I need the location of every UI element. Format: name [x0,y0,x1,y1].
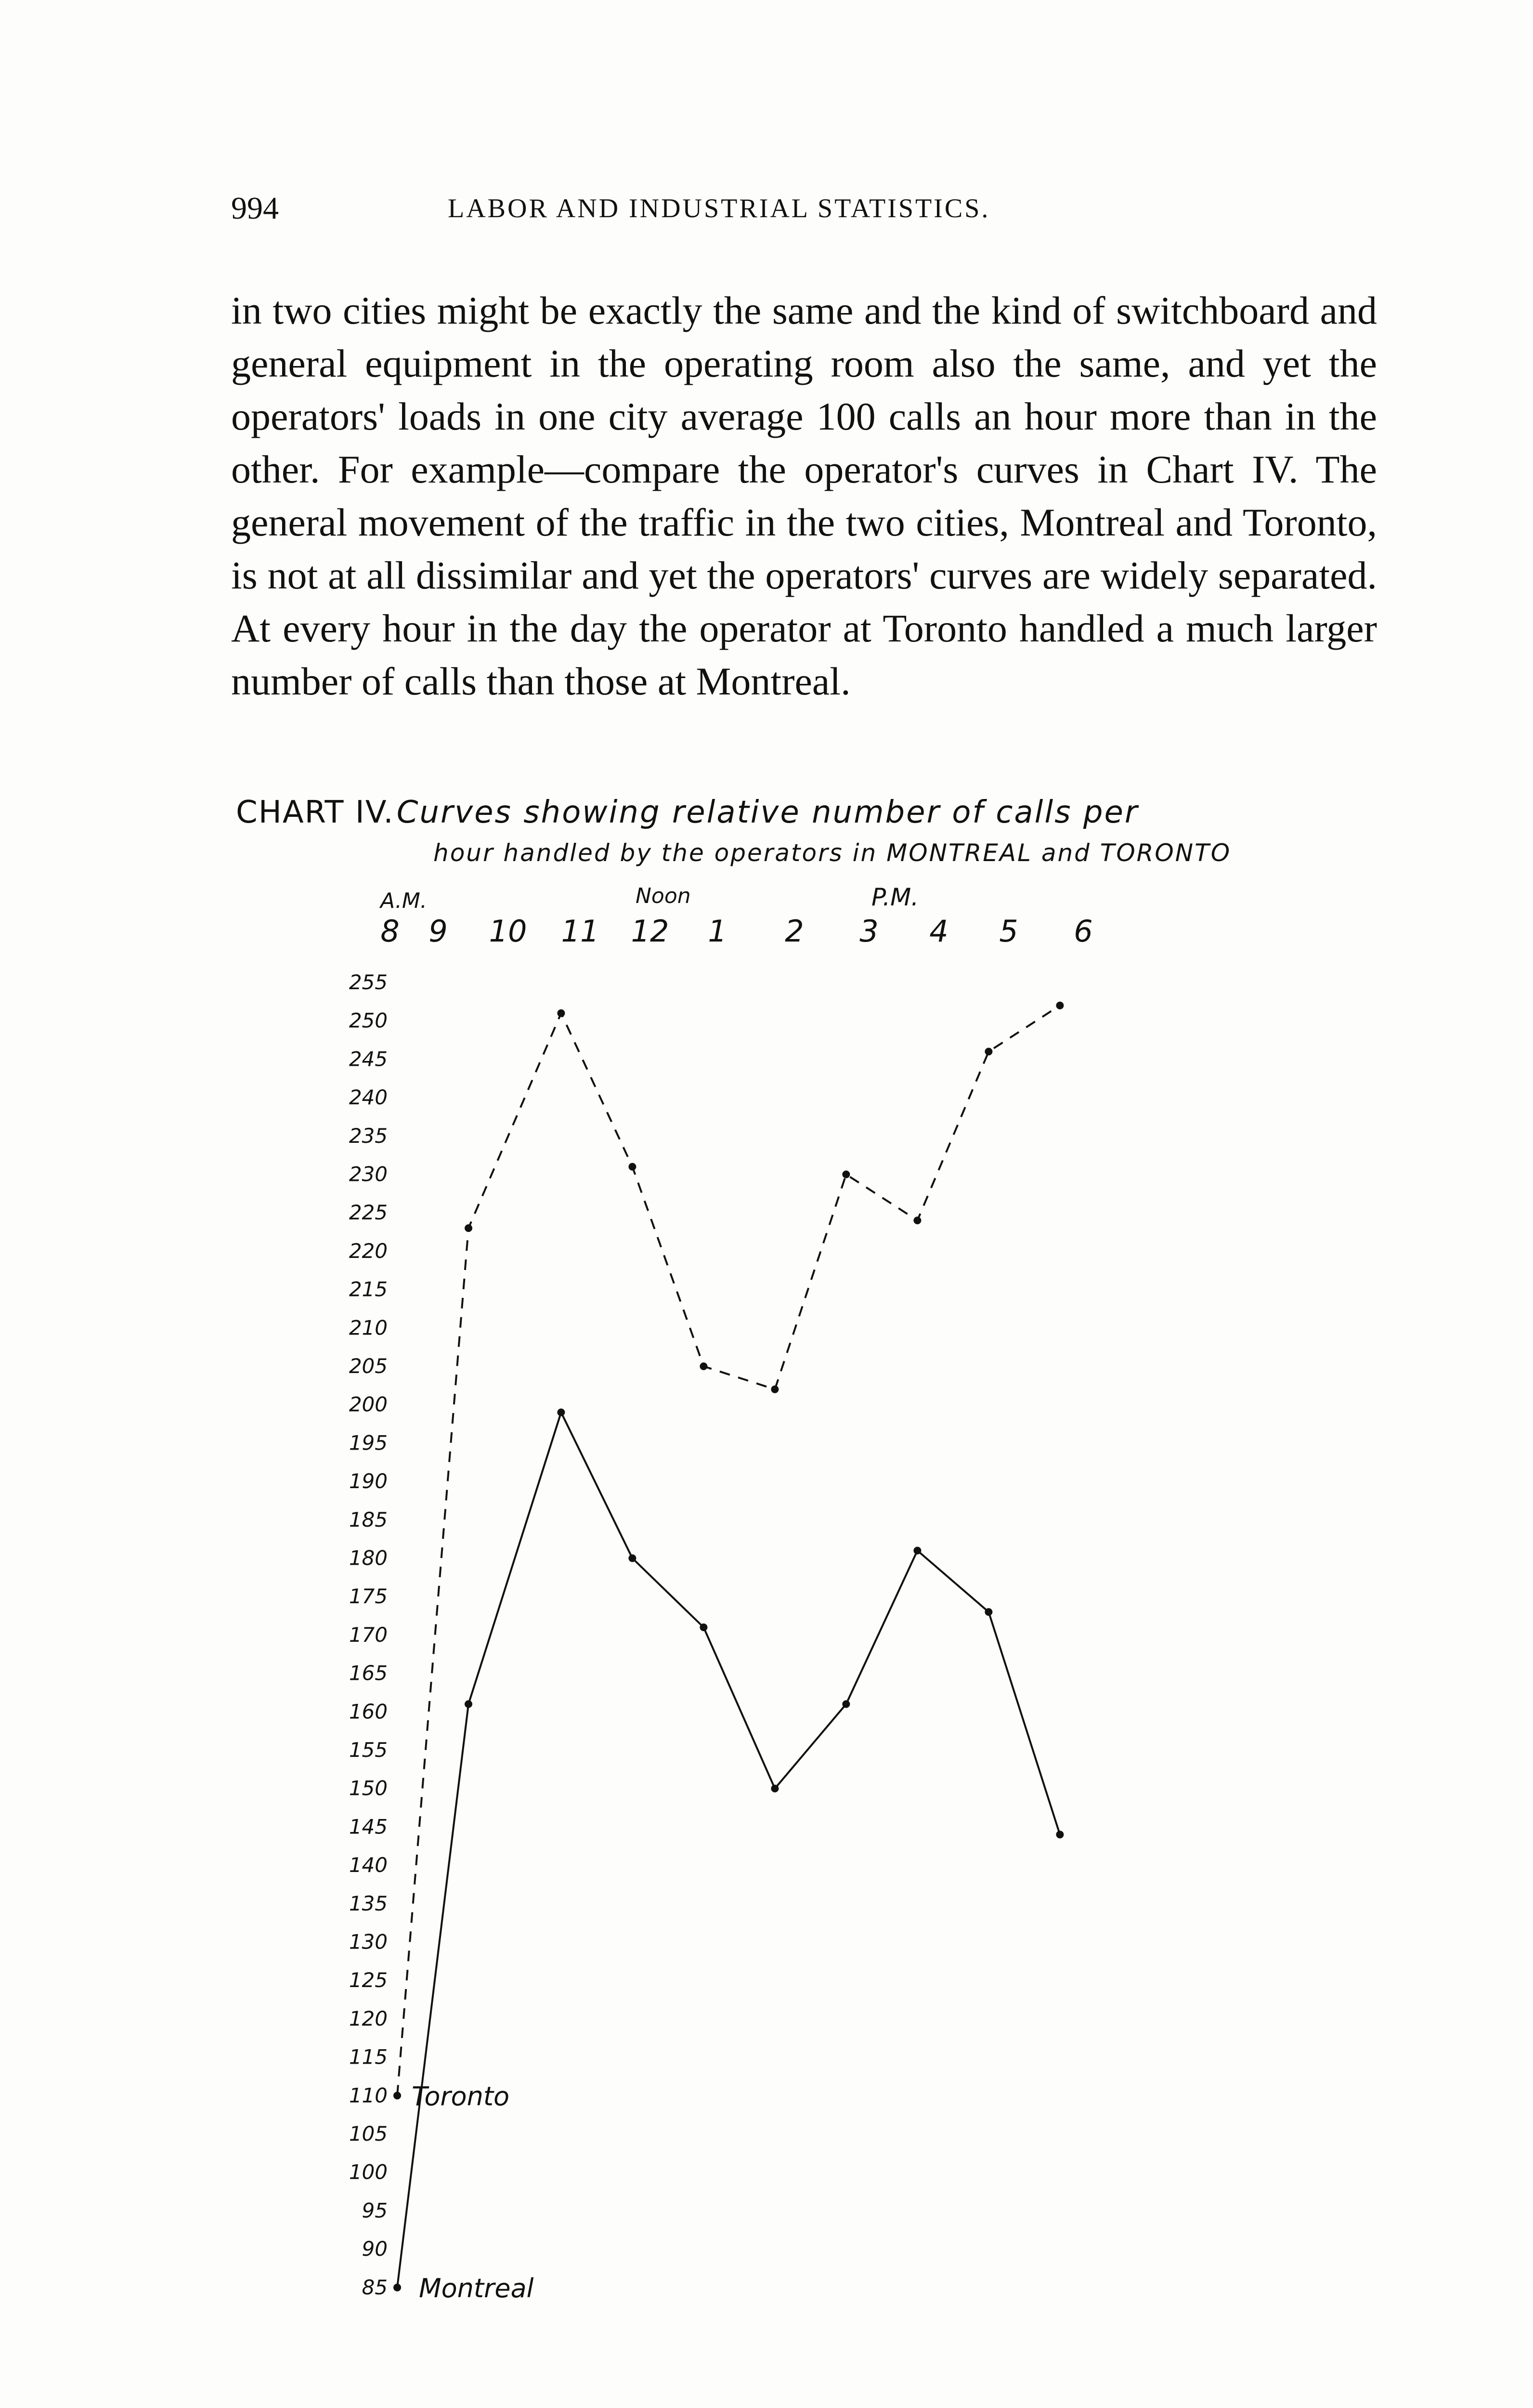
y-tick-label: 95 [362,2199,388,2223]
x-tick-label: 9 [429,914,448,949]
data-point-montreal [842,1700,850,1708]
y-tick-label: 250 [349,1008,388,1033]
x-tick-label: 5 [999,914,1018,949]
data-point-montreal [557,1409,565,1416]
y-tick-label: 145 [349,1815,388,1839]
y-tick-label: 205 [349,1354,388,1378]
data-point-montreal [628,1555,636,1562]
data-point-toronto [465,1224,472,1232]
y-tick-label: 230 [349,1162,388,1186]
y-tick-label: 200 [349,1392,388,1416]
series-line-toronto [397,1006,1060,2095]
y-tick-label: 195 [349,1431,388,1455]
y-tick-label: 245 [349,1047,388,1071]
y-tick-label: 240 [349,1086,388,1110]
data-point-montreal [771,1785,779,1793]
data-point-toronto [771,1386,779,1393]
running-head: LABOR AND INDUSTRIAL STATISTICS. [448,194,990,223]
y-tick-label: 140 [349,1853,388,1877]
y-tick-label: 180 [349,1546,388,1570]
period-label-pm: P.M. [871,883,919,911]
x-tick-label: 10 [489,914,527,949]
y-tick-label: 110 [349,2083,388,2107]
y-tick-label: 130 [349,1930,388,1954]
y-tick-label: 85 [362,2275,388,2299]
period-label-noon: Noon [636,884,691,908]
data-point-montreal [985,1608,992,1616]
x-tick-label: 3 [859,914,879,949]
y-tick-label: 185 [349,1507,388,1531]
y-tick-label: 125 [349,1968,388,1992]
series-label-toronto: Toronto [412,2081,510,2112]
data-point-toronto [628,1163,636,1171]
data-point-toronto [393,2092,401,2099]
y-tick-label: 150 [349,1776,388,1800]
chart-caption-line-2: hour handled by the operators in MONTREAL and TORONTO [433,839,1232,867]
paragraph: in two cities might be exactly the same and the kind of switchboard and general equipment in the operating room also the same, and yet the operators' loads in one city average 100 calls an hour more than in the other. For example—compare the operator's curves in Chart IV. The general movement of the traffic in the two cities, Montreal and Toronto, is not at all dissimilar and yet the operators' curves are widely separated. At every hour in the day the operator at Toronto handled a much larger number of calls than those at Montreal. [231,288,1377,703]
x-tick-label: 6 [1074,914,1093,949]
y-tick-label: 235 [349,1124,388,1148]
data-point-toronto [557,1009,565,1017]
data-point-montreal [1056,1831,1064,1838]
data-point-montreal [700,1623,707,1631]
data-point-montreal [393,2284,401,2291]
y-tick-label: 105 [349,2122,388,2146]
y-tick-label: 160 [349,1700,388,1724]
page-number: 994 [231,191,279,226]
data-point-montreal [913,1547,921,1555]
data-point-montreal [465,1700,472,1708]
data-point-toronto [842,1171,850,1178]
y-tick-label: 170 [349,1623,388,1647]
y-tick-label: 215 [349,1277,388,1301]
data-point-toronto [913,1217,921,1224]
y-tick-label: 165 [349,1661,388,1685]
x-tick-label: 2 [785,914,804,949]
x-tick-label: 8 [380,914,400,949]
series-line-montreal [397,1413,1060,2288]
x-tick-label: 4 [929,914,948,949]
y-tick-label: 90 [362,2237,388,2261]
data-point-toronto [985,1048,992,1056]
series-label-montreal: Montreal [419,2273,534,2303]
x-tick-label: 1 [708,914,727,949]
x-tick-label: 12 [631,914,669,949]
data-point-toronto [1056,1002,1064,1009]
y-tick-label: 115 [349,2045,388,2069]
x-tick-label: 11 [561,914,599,949]
y-tick-label: 155 [349,1738,388,1762]
y-tick-label: 100 [349,2160,388,2184]
y-tick-label: 220 [349,1239,388,1263]
y-tick-label: 225 [349,1201,388,1225]
chart-number: CHART IV. [236,795,394,830]
chart-caption-line-1: Curves showing relative number of calls per [396,795,1139,830]
y-tick-label: 210 [349,1316,388,1340]
y-tick-label: 190 [349,1469,388,1493]
y-tick-label: 255 [349,970,388,994]
data-point-toronto [700,1362,707,1370]
y-tick-label: 135 [349,1891,388,1915]
y-tick-label: 120 [349,2006,388,2030]
y-tick-label: 175 [349,1584,388,1609]
period-label-am: A.M. [380,889,427,913]
